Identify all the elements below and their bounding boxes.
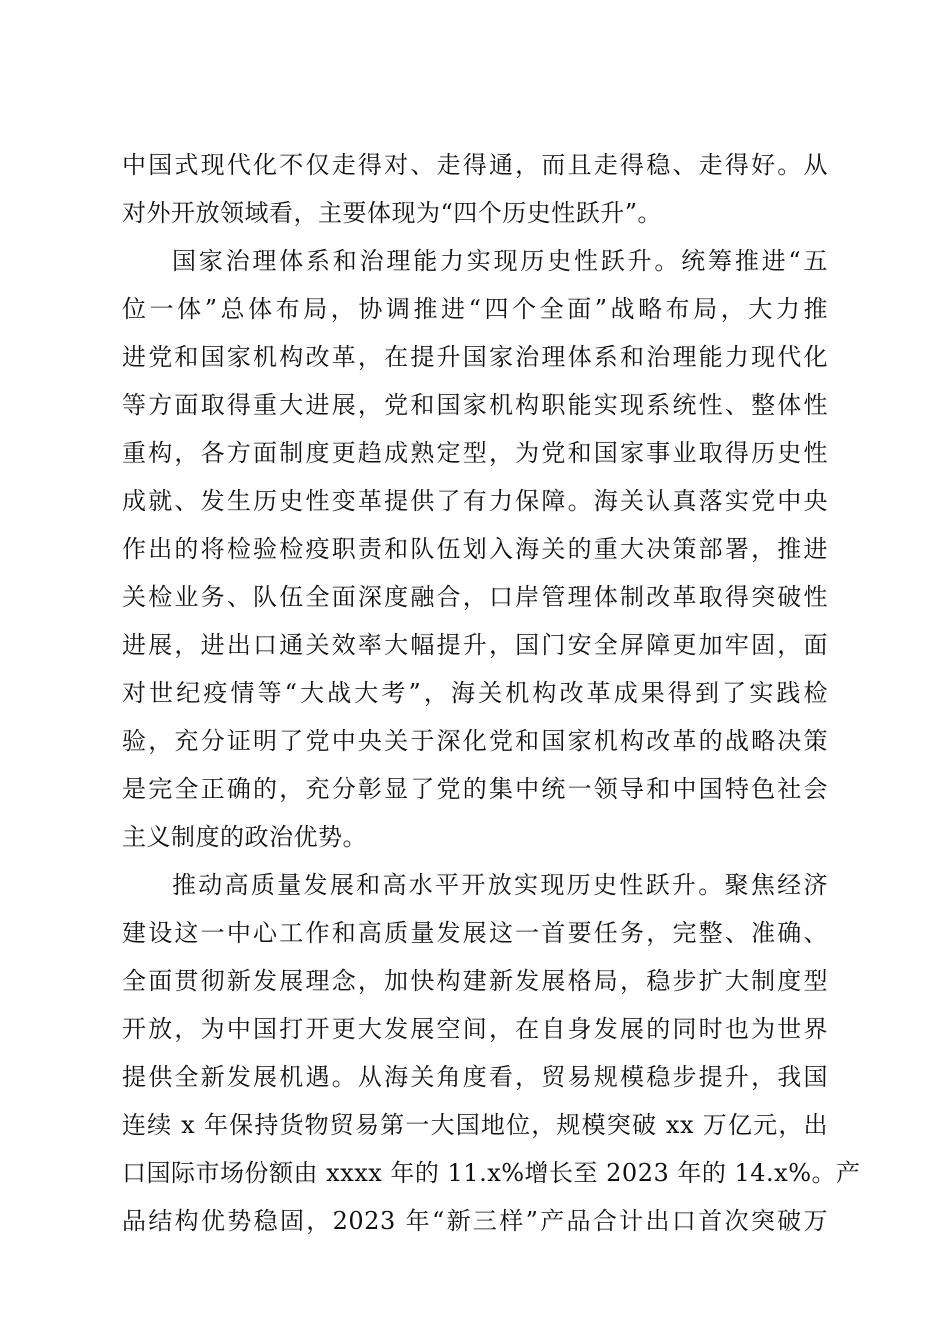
text-line: 国家治理体系和治理能力实现历史性跃升。统筹推进“五 bbox=[172, 247, 828, 275]
text-line: 中国式现代化不仅走得对、走得通，而且走得稳、走得好。从 bbox=[122, 151, 828, 179]
text-line: 建设这一中心工作和高质量发展这一首要任务，完整、准确、 bbox=[122, 919, 828, 947]
paragraph-1 bbox=[122, 141, 828, 237]
text-line: 开放，为中国打开更大发展空间，在自身发展的同时也为世界 bbox=[122, 1015, 828, 1043]
text-line: 重构，各方面制度更趋成熟定型，为党和国家事业取得历史性 bbox=[122, 439, 828, 467]
text-line: 对世纪疫情等“大战大考”，海关机构改革成果得到了实践检 bbox=[122, 679, 828, 707]
text-line: 进党和国家机构改革，在提升国家治理体系和治理能力现代化 bbox=[122, 343, 828, 371]
text-line: 对外开放领域看，主要体现为“四个历史性跃升”。 bbox=[122, 199, 663, 227]
paragraph-2 bbox=[122, 237, 828, 861]
text-line: 成就、发生历史性变革提供了有力保障。海关认真落实党中央 bbox=[122, 487, 828, 515]
text-line: 主义制度的政治优势。 bbox=[122, 823, 367, 851]
text-line: 口国际市场份额由 xxxx 年的 11.x%增长至 2023 年的 14.x%。产 bbox=[122, 1159, 861, 1187]
text-line: 等方面取得重大进展，党和国家机构职能实现系统性、整体性 bbox=[122, 391, 828, 419]
paragraph-3 bbox=[122, 861, 861, 1245]
text-line: 进展，进出口通关效率大幅提升，国门安全屏障更加牢固，面 bbox=[122, 631, 828, 659]
text-line: 作出的将检验检疫职责和队伍划入海关的重大决策部署，推进 bbox=[122, 535, 828, 563]
text-line: 验，充分证明了党中央关于深化党和国家机构改革的战略决策 bbox=[122, 727, 828, 755]
text-line: 品结构优势稳固，2023 年“新三样”产品合计出口首次突破万 bbox=[122, 1207, 828, 1235]
text-line: 关检业务、队伍全面深度融合，口岸管理体制改革取得突破性 bbox=[122, 583, 828, 611]
text-line: 连续 x 年保持货物贸易第一大国地位，规模突破 xx 万亿元，出 bbox=[122, 1111, 828, 1139]
text-line: 推动高质量发展和高水平开放实现历史性跃升。聚焦经济 bbox=[172, 871, 828, 899]
text-line: 是完全正确的，充分彰显了党的集中统一领导和中国特色社会 bbox=[122, 775, 828, 803]
text-line: 位一体”总体布局，协调推进“四个全面”战略布局，大力推 bbox=[122, 295, 828, 323]
document-page bbox=[122, 141, 861, 1245]
text-line: 提供全新发展机遇。从海关角度看，贸易规模稳步提升，我国 bbox=[122, 1063, 828, 1091]
text-line: 全面贯彻新发展理念，加快构建新发展格局，稳步扩大制度型 bbox=[122, 967, 828, 995]
